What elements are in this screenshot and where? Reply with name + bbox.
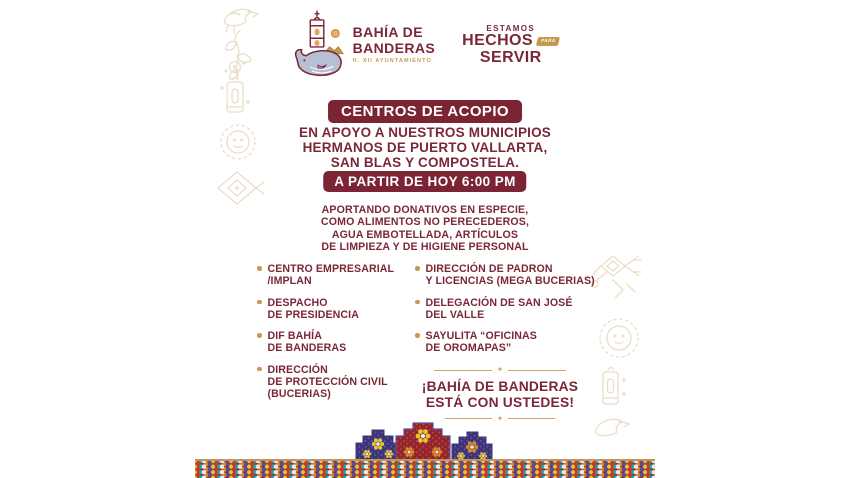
- location-line: DE PROTECCIÓN CIVIL: [267, 375, 388, 388]
- list-item: [257, 364, 409, 401]
- sun-face-icon: [600, 319, 638, 357]
- gold-divider: [434, 366, 566, 374]
- list-item: [415, 330, 595, 355]
- list-item: [257, 263, 409, 288]
- flyer-canvas: [195, 0, 655, 478]
- bullet-dot-icon: [415, 300, 420, 305]
- divider-line: [508, 418, 555, 419]
- description-line: APORTANDO DONATIVOS EN ESPECIE,: [321, 204, 529, 216]
- title-banner: CENTROS DE ACOPIO: [328, 100, 522, 123]
- location-line: DE PRESIDENCIA: [267, 308, 359, 321]
- closing-line: ESTÁ CON USTEDES!: [425, 394, 575, 410]
- logo-block: [291, 10, 436, 80]
- subtitle: [195, 125, 655, 170]
- bullet-dot-icon: [257, 266, 262, 271]
- bullet-dot-icon: [257, 300, 262, 305]
- locations-right-list: [415, 263, 595, 364]
- subtitle-line: SAN BLAS Y COMPOSTELA.: [330, 155, 520, 171]
- bullet-dot-icon: [257, 367, 262, 372]
- candle-icon: [221, 78, 249, 113]
- location-line: DIF BAHÍA: [267, 330, 322, 343]
- locations-left-list: [257, 263, 409, 410]
- closing-line: ¡BAHÍA DE BANDERAS: [421, 379, 579, 394]
- location-line: DE OROMAPAS”: [425, 342, 512, 355]
- bullet-dot-icon: [415, 266, 420, 271]
- description-line: DE LIMPIEZA Y DE HIGIENE PERSONAL: [321, 240, 529, 253]
- subtitle-line: EN APOYO A NUESTROS MUNICIPIOS: [298, 125, 552, 140]
- location-line: DEL VALLE: [425, 308, 485, 321]
- four-point-star-icon: ✦: [496, 413, 504, 423]
- list-item: [257, 330, 409, 355]
- list-item: [415, 263, 595, 288]
- description: [195, 204, 655, 253]
- bullet-dot-icon: [415, 333, 420, 338]
- description-line: AGUA EMBOTELLADA, ARTÍCULOS: [331, 228, 519, 241]
- slogan-estamos: ESTAMOS: [486, 23, 536, 33]
- description-line: COMO ALIMENTOS NO PERECEDEROS,: [320, 216, 530, 229]
- org-text: [353, 25, 436, 64]
- location-line: DIRECCIÓN: [267, 363, 328, 376]
- closing-block: [407, 366, 593, 423]
- bahia-de-banderas-logo-icon: [291, 10, 345, 80]
- list-item: [257, 297, 409, 322]
- huichol-bead-medallion-icon: [348, 420, 498, 462]
- location-line: DELEGACIÓN DE SAN JOSÉ: [425, 296, 573, 309]
- divider-line: [508, 370, 566, 371]
- location-line: (BUCERIAS): [267, 388, 331, 401]
- location-line: /IMPLAN: [267, 275, 312, 288]
- slogan-servir: SERVIR: [479, 48, 542, 66]
- org-name-line1: BAHÍA DE: [352, 24, 423, 41]
- four-point-star-icon: ✦: [496, 365, 504, 374]
- bird-icon: [595, 419, 629, 436]
- location-line: DESPACHO: [267, 296, 328, 309]
- closing-text: [407, 379, 593, 411]
- bullet-dot-icon: [257, 333, 262, 338]
- divider-line: [434, 370, 492, 371]
- location-line: Y LICENCIAS (MEGA BUCERIAS): [425, 275, 595, 288]
- header: [195, 10, 655, 80]
- list-item: [415, 297, 595, 322]
- slogan-hechos: HECHOS: [462, 31, 533, 49]
- location-line: SAYULITA “OFICINAS: [425, 330, 537, 343]
- slogan-para-badge: PARA: [536, 37, 561, 46]
- huichol-bead-strip: [195, 459, 655, 478]
- location-line: DE BANDERAS: [267, 342, 347, 355]
- org-subtitle: H. XII AYUNTAMIENTO: [352, 58, 432, 65]
- candle-icon: [603, 368, 625, 405]
- location-line: CENTRO EMPRESARIAL: [267, 263, 395, 275]
- org-name-line2: BANDERAS: [352, 39, 436, 56]
- location-line: DIRECCIÓN DE PADRON: [425, 263, 553, 275]
- subtitle-line: HERMANOS DE PUERTO VALLARTA,: [302, 140, 548, 156]
- time-banner: A PARTIR DE HOY 6:00 PM: [323, 171, 526, 192]
- diamond-arrow-icon: [592, 256, 641, 298]
- slogan-block: [462, 24, 559, 67]
- diamond-pattern-icon: [218, 172, 264, 204]
